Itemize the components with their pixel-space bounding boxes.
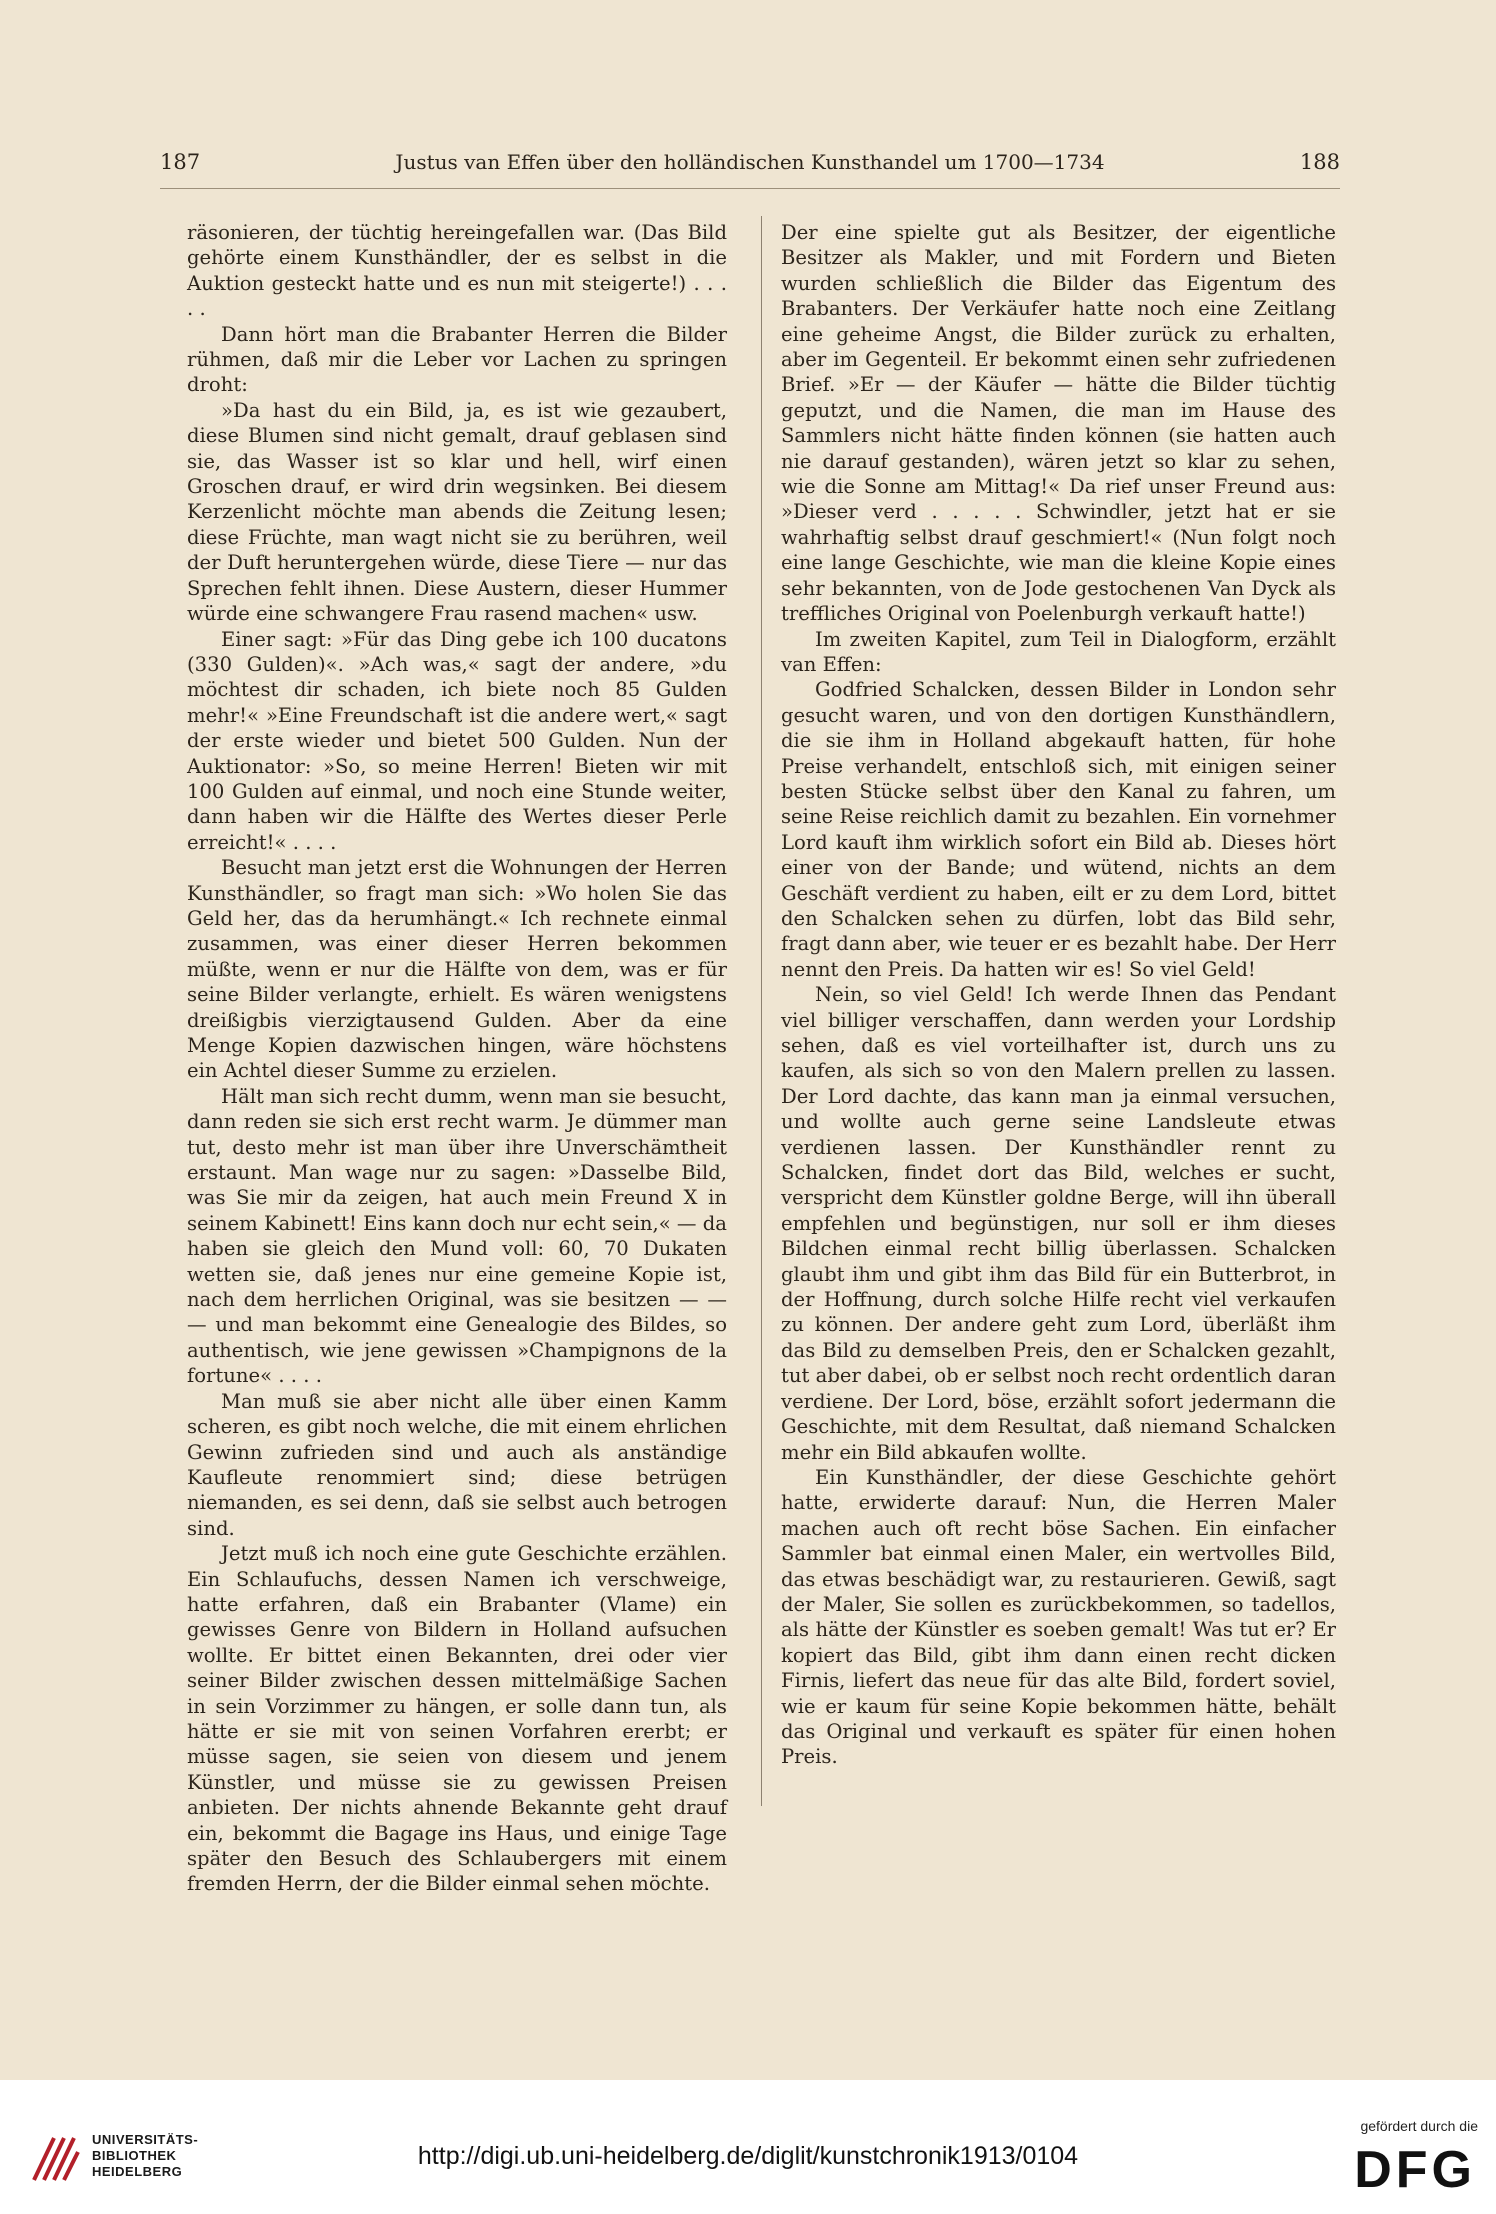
permalink-url[interactable]: http://digi.ub.uni-heidelberg.de/diglit/kunstchronik1913/0104 (417, 2142, 1079, 2170)
paragraph: Jetzt muß ich noch eine gute Geschichte erzählen. Ein Schlaufuchs, dessen Namen ich verschweige, hatte erfahren, daß ein Brabanter (Vlame) ein gewisses Genre von Bildern in Holland aufsuchen wollte. Er bittet einen Bekannten, drei oder vier seiner Bilder zwischen dessen mittelmäßige Sachen in sein Vorzimmer zu hängen, er solle dann tun, als hätte er sie mit von seinen Vorfahren ererbt; er müsse sagen, sie seien von diesem und jenem Künstler, und müsse sie zu gewissen Preisen anbieten. Der nichts ahnende Bekannte geht drauf ein, bekommt die Bagage ins Haus, und einige Tage später den Besuch des Schlaubergers mit einem fremden Herrn, der die Bilder einmal sehen möchte. (187, 1542, 727, 1896)
paragraph: Besucht man jetzt erst die Wohnungen der Herren Kunsthändler, so fragt man sich: »Wo holen Sie das Geld her, das da herumhängt.« Ich rechnete einmal zusammen, was einer dieser Herren bekommen müßte, wenn er nur die Hälfte von dem, was er für seine Bilder verlangte, erhielt. Es wären wenigstens dreißigbis vierzigtausend Gulden. Aber da eine Menge Kopien dazwischen hingen, wäre höchstens ein Achtel dieser Summe zu erzielen. (187, 856, 727, 1083)
page-number-left: 187 (160, 150, 201, 174)
library-name-line: BIBLIOTHEK (92, 2148, 177, 2163)
page-number-right: 188 (1299, 150, 1340, 174)
library-name-line: HEIDELBERG (92, 2164, 183, 2179)
paragraph: Hält man sich recht dumm, wenn man sie besucht, dann reden sie sich erst recht warm. Je dümmer man tut, desto mehr ist man über ihre Unverschämtheit erstaunt. Man wage nur zu sagen: »Dasselbe Bild, was Sie mir da zeigen, hat auch mein Freund X in seinem Kabinett! Eins kann doch nur echt sein,« — da haben sie gleich den Mund voll: 60, 70 Dukaten wetten sie, daß jenes nur eine gemeine Kopie ist, nach dem herrlichen Original, was sie besitzen — — — und man bekommt eine Genealogie des Bildes, so authentisch, wie jene gewissen »Champignons de la fortune« . . . . (187, 1084, 727, 1388)
running-title: Justus van Effen über den holländischen Kunsthandel um 1700—1734 (395, 150, 1105, 174)
header-rule (160, 188, 1340, 189)
paragraph: Ein Kunsthändler, der diese Geschichte gehört hatte, erwiderte darauf: Nun, die Herren Maler machen auch oft recht böse Sachen. Ein einfacher Sammler bat einmal einen Maler, ein wertvolles Bild, das etwas beschädigt war, zu restaurieren. Gewiß, sagt der Maler, Sie sollen es zurückbekommen, so tadellos, als hätte der Künstler es soeben gemalt! Was tut er? Er kopiert das Bild, gibt ihm dann einen recht dicken Firnis, liefert das neue für das alte Bild, fordert soviel, wie er kaum für seine Kopie bekommen hätte, behält das Original und verkauft es später für einen hohen Preis. (781, 1465, 1336, 1769)
paragraph: räsonieren, der tüchtig hereingefallen war. (Das Bild gehörte einem Kunsthändler, der es selbst in die Auktion gesteckt hatte und es nun mit steigerte!) . . . . . (187, 221, 727, 321)
dfg-logo: DFG (1354, 2141, 1476, 2199)
funded-by-label: gefördert durch die (1360, 2118, 1478, 2134)
running-header (160, 150, 1340, 190)
digitization-footer (0, 2080, 1496, 2214)
paragraph: Der eine spielte gut als Besitzer, der eigentliche Besitzer als Makler, und mit Fordern und Bieten wurden schließlich die Bilder das Eigentum des Brabanters. Der Verkäufer hatte noch eine Zeitlang eine geheime Angst, die Bilder zurück zu erhalten, aber im Gegenteil. Er bekommt einen sehr zufriedenen Brief. »Er — der Käufer — hätte die Bilder tüchtig geputzt, und die Namen, die man im Hause des Sammlers nicht hätte finden können (sie hatten auch nie darauf gestanden), wären jetzt so klar zu sehen, wie die Sonne am Mittag!« Da rief unser Freund aus: »Dieser verd . . . . . Schwindler, jetzt hat er sie wahrhaftig selbst drauf geschmiert!« (Nun folgt noch eine lange Geschichte, wie man die kleine Kopie eines sehr bekannten, von de Jode gestochenen Van Dyck als treffliches Original von Poelenburgh verkauft hatte!) (781, 221, 1336, 626)
paragraph: Nein, so viel Geld! Ich werde Ihnen das Pendant viel billiger verschaffen, dann werden your Lordship sehen, daß es viel vorteilhafter ist, durch uns zu kaufen, als sich so von den Malern prellen zu lassen. Der Lord dachte, das kann man ja einmal versuchen, und wollte auch gerne seine Landsleute etwas verdienen lassen. Der Kunsthändler rennt zu Schalcken, findet dort das Bild, welches er sucht, verspricht dem Künstler goldne Berge, will ihn überall empfehlen und begünstigen, nur soll er ihm dieses Bildchen einmal recht billig überlassen. Schalcken glaubt ihm und gibt ihm das Bild für ein Butterbrot, in der Hoffnung, durch solche Hilfe recht viel verkaufen zu können. Der andere geht zum Lord, überläßt ihm das Bild zu demselben Preis, den er Schalcken gezahlt, tut aber dabei, ob er selbst noch recht ordentlich daran verdiene. Der Lord, böse, erzählt sofort jedermann die Geschichte, mit dem Resultat, daß niemand Schalcken mehr ein Bild abkaufen wollte. (781, 983, 1336, 1464)
column-divider (761, 216, 762, 1806)
right-column (781, 220, 1336, 1770)
paragraph: Einer sagt: »Für das Ding gebe ich 100 ducatons (330 Gulden)«. »Ach was,« sagt der andere, »du möchtest dir schaden, ich biete noch 85 Gulden mehr!« »Eine Freundschaft ist die andere wert,« sagt der erste wieder und bietet 500 Gulden. Nun der Auktionator: »So, so meine Herren! Bieten wir mit 100 Gulden auf einmal, und noch eine Stunde weiter, dann haben wir die Hälfte des Wertes dieser Perle erreicht!« . . . . (187, 627, 727, 854)
paragraph: Man muß sie aber nicht alle über einen Kamm scheren, es gibt noch welche, die mit einem ehrlichen Gewinn zufrieden sind und auch als anständige Kaufleute renommiert sind; diese betrügen niemanden, es sei denn, daß sie selbst auch betrogen sind. (187, 1389, 727, 1540)
left-column (187, 220, 727, 1897)
library-name-line: UNIVERSITÄTS- (92, 2132, 199, 2147)
paragraph: Im zweiten Kapitel, zum Teil in Dialogform, erzählt van Effen: (781, 627, 1336, 676)
paragraph: Godfried Schalcken, dessen Bilder in London sehr gesucht waren, und von den dortigen Kunsthändlern, die sie ihm in Holland abgekauft hatten, für hohe Preise verhandelt, entschloß sich, mit einigen seiner besten Stücke selbst über den Kanal zu fahren, um seine Reise reichlich damit zu bezahlen. Ein vornehmer Lord kauft ihm wirklich sofort ein Bild ab. Dieses hört einer von der Bande; und wütend, nichts an dem Geschäft verdient zu haben, eilt er zu dem Lord, bittet den Schalcken sehen zu dürfen, lobt das Bild sehr, fragt dann aber, wie teuer er es bezahlt habe. Der Herr nennt den Preis. Da hatten wir es! So viel Geld! (781, 678, 1336, 981)
paragraph: »Da hast du ein Bild, ja, es ist wie gezaubert, diese Blumen sind nicht gemalt, drauf geblasen sind sie, das Wasser ist so klar und hell, wirf einen Groschen drauf, er wird drin wegsinken. Bei diesem Kerzenlicht möchte man abends die Zeitung lesen; diese Früchte, man wagt nicht sie zu berühren, weil der Duft heruntergehen würde, diese Tiere — nur das Sprechen fehlt ihnen. Diese Austern, dieser Hummer würde eine schwangere Frau rasend machen« usw. (187, 398, 727, 626)
paragraph: Dann hört man die Brabanter Herren die Bilder rühmen, daß mir die Leber vor Lachen zu springen droht: (187, 322, 727, 397)
